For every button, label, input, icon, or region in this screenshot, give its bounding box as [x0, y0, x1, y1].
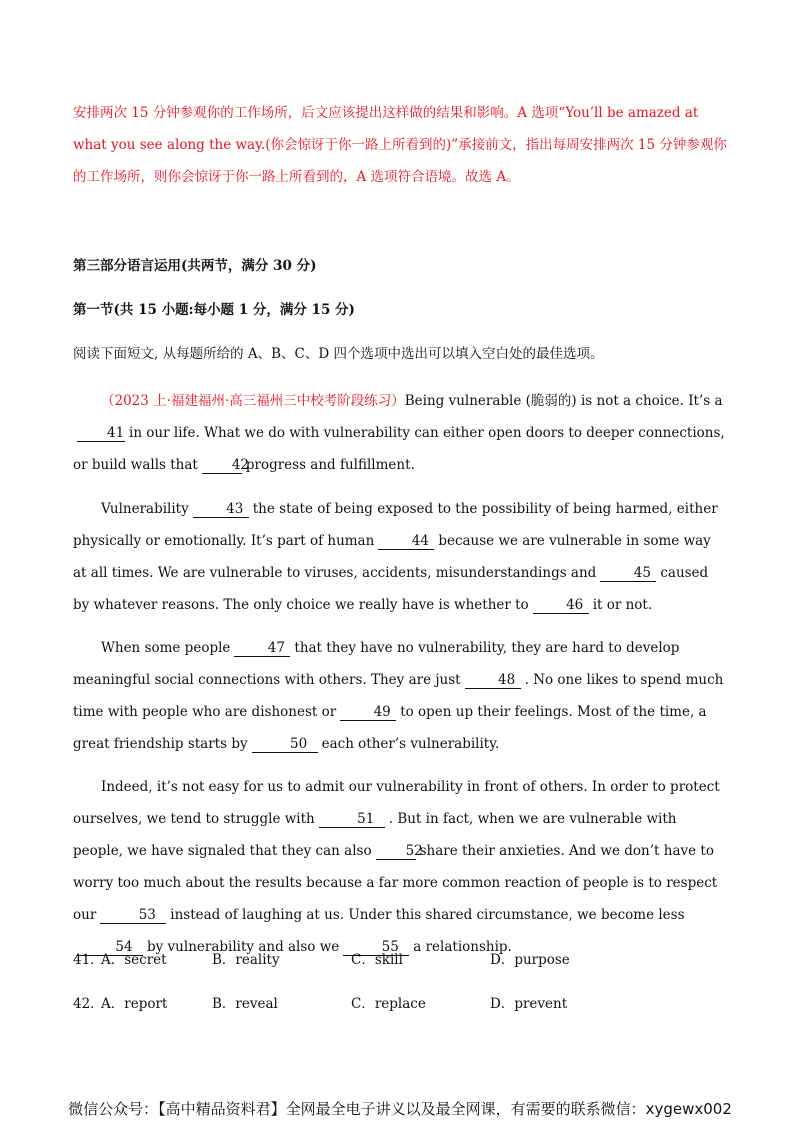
option-c: C．skill: [351, 952, 403, 968]
option-a: A．secret: [101, 952, 167, 968]
text-segment: progress and fulfillment.: [245, 457, 415, 473]
text-segment: Vulnerability: [101, 501, 189, 517]
passage-paragraph-3: [73, 632, 728, 760]
text-segment: to open up their feelings. Most of the time, a great friendship starts by: [73, 704, 707, 752]
question-number: 42．: [73, 996, 104, 1012]
text-segment: in our life. What we do with vulnerability can either open doors to deeper connections, or build walls that: [73, 425, 725, 473]
text-segment: share their anxieties. And we don’t have to worry too much about the results because a far more common reaction of people is to respect our: [73, 843, 718, 923]
text-segment: the state of being exposed to the possibility of being harmed, either physically or emotionally. It’s part of human: [73, 501, 718, 549]
blank-42: 42: [202, 458, 242, 474]
blank-41: 41: [77, 426, 125, 442]
option-d: D．prevent: [490, 996, 568, 1012]
text-segment: because we are vulnerable in some way at all times. We are vulnerable to viruses, accidents, misunderstandings and: [73, 533, 711, 581]
option-b: B．reality: [212, 952, 280, 968]
text-segment: a relationship.: [413, 939, 512, 955]
question-42: [73, 992, 728, 1012]
text-segment: instead of laughing at us. Under this shared circumstance, we become less: [170, 907, 685, 923]
blank-49: 49: [340, 705, 396, 721]
section-title: 第三部分语言运用(共两节，满分 30 分): [73, 258, 317, 274]
answer-explanation: 安排两次 15 分钟参观你的工作场所，后文应该提出这样做的结果和影响。A 选项“You’ll be amazed at what you see along the way.(你会惊讶于你一路上所看到的)”承接前文，指出每周安排两次 15 分钟参观你的工作场所，则你会惊讶于你一路上所看到的，A 选项符合语境。故选 A。: [73, 105, 727, 185]
text-segment: . No one likes to spend much time with people who are dishonest or: [73, 672, 724, 720]
subsection-title: 第一节(共 15 小题:每小题 1 分，满分 15 分): [73, 302, 355, 318]
text-segment: When some people: [101, 640, 231, 656]
blank-50: 50: [252, 737, 318, 753]
source-label: （2023 上·福建福州·高三福州三中校考阶段练习）: [101, 393, 405, 409]
blank-48: 48: [465, 673, 521, 689]
text-segment: . But in fact, when we are vulnerable with people, we have signaled that they can also: [73, 811, 677, 859]
text-segment: by vulnerability and also we: [147, 939, 340, 955]
blank-43: 43: [193, 502, 249, 518]
blank-45: 45: [600, 566, 656, 582]
question-41: [73, 948, 728, 968]
blank-47: 47: [234, 641, 290, 657]
passage-paragraph-4: [73, 771, 728, 963]
option-a: A．report: [101, 996, 168, 1012]
passage-paragraph-2: [73, 493, 728, 621]
text-segment: it or not.: [592, 597, 653, 613]
instruction-text: 阅读下面短文, 从每题所给的 A、B、C、D 四个选项中选出可以填入空白处的最佳选项。: [73, 346, 604, 362]
blank-51: 51: [319, 812, 385, 828]
text-segment: that they have no vulnerability, they are hard to develop meaningful social connections with others. They are just: [73, 640, 680, 688]
question-number: 41．: [73, 952, 104, 968]
blank-53: 53: [100, 908, 166, 924]
text-segment: Being vulnerable (脆弱的) is not a choice. It’s a: [404, 393, 723, 409]
option-c: C．replace: [351, 996, 426, 1012]
blank-44: 44: [378, 534, 434, 550]
blank-46: 46: [533, 598, 589, 614]
text-segment: Indeed, it’s not easy for us to admit our vulnerability in front of others. In order to protect ourselves, we tend to struggle with: [73, 779, 720, 827]
blank-52: 52: [376, 844, 416, 860]
blank-55: 55: [343, 940, 409, 956]
passage-paragraph-1: [73, 385, 728, 481]
text-segment: each other’s vulnerability.: [321, 736, 500, 752]
option-d: D．purpose: [490, 952, 570, 968]
text-segment: caused by whatever reasons. The only choice we really have is whether to: [73, 565, 709, 613]
footer-watermark: 微信公众号：【高中精品资料君】全网最全电子讲义以及最全网课，有需要的联系微信：xygewx002: [68, 1100, 732, 1118]
option-b: B．reveal: [212, 996, 278, 1012]
blank-54: 54: [77, 940, 143, 956]
